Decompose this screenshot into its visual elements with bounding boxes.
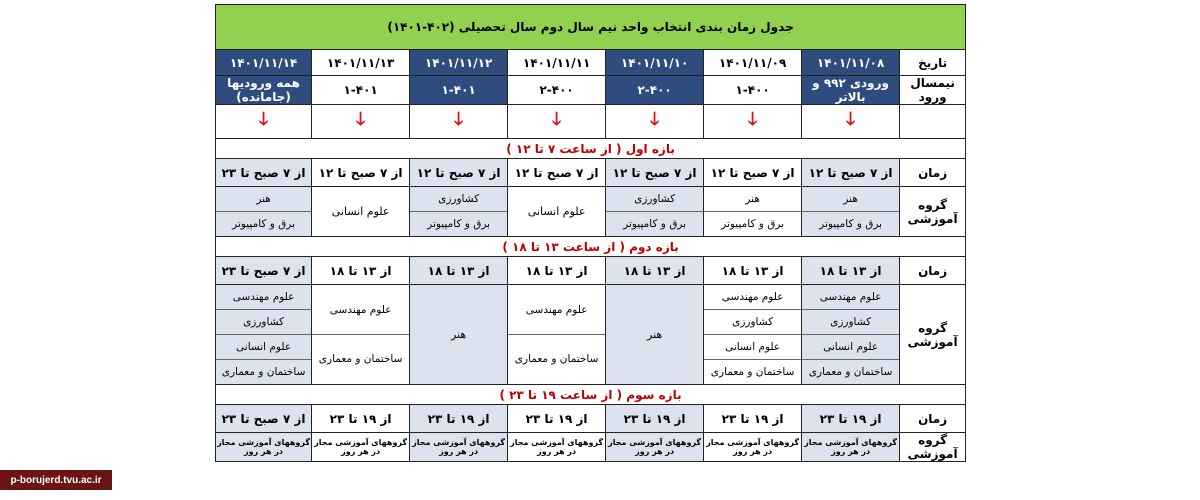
down-arrow-icon: 🡓 (355, 108, 366, 130)
group-item: علوم مهندسی (312, 286, 409, 335)
down-arrow-icon: 🡓 (747, 108, 758, 130)
time-label: زمان (900, 405, 966, 433)
semester-cell: ۱-۴۰۱ (312, 76, 410, 105)
semester-row (216, 76, 966, 105)
group-item: علوم مهندسی (802, 285, 899, 310)
time-cell: از ۱۳ تا ۱۸ (312, 257, 410, 285)
group-item: ساختمان و معماری (710, 366, 795, 378)
group-cell: علوم انسانی (508, 187, 606, 237)
semester-cell: ۱-۴۰۱ (410, 76, 508, 105)
site-url-badge[interactable]: p-borujerd.tvu.ac.ir (0, 470, 112, 490)
period-2-time-row (216, 257, 966, 285)
group-item: برق و کامپیوتر (427, 218, 491, 230)
group-item: کشاورزی (802, 310, 899, 335)
time-cell: از ۷ صبح تا ۲۳ (216, 159, 312, 187)
group-item: کشاورزی (704, 310, 801, 335)
group-item: کشاورزی (216, 310, 311, 335)
semester-label: نیمسال ورود (900, 76, 966, 105)
group-cell (704, 187, 802, 237)
group-cell: علوم انسانی (312, 187, 410, 237)
period-1-band (216, 139, 966, 159)
date-cell: ۱۴۰۱/۱۱/۰۹ (704, 50, 802, 76)
group-item: برق و کامپیوتر (623, 218, 687, 230)
period-2-band (216, 237, 966, 257)
group-note-cell: گروههای آموزشی مجاز در هر روز (704, 433, 802, 462)
group-item: علوم انسانی (216, 335, 311, 360)
schedule-table-wrapper (215, 4, 965, 462)
time-label: زمان (900, 159, 966, 187)
group-item: علوم مهندسی (216, 285, 311, 310)
schedule-table (215, 4, 966, 462)
group-label: گروه آموزشی (900, 187, 966, 237)
period-2-title: بازه دوم ( از ساعت ۱۳ تا ۱۸ ) (216, 237, 966, 257)
group-note-cell: گروههای آموزشی مجاز در هر روز (606, 433, 704, 462)
title-row (216, 5, 966, 50)
time-cell: از ۱۹ تا ۲۳ (802, 405, 900, 433)
group-item: ساختمان و معماری (318, 353, 403, 365)
group-item: ساختمان و معماری (808, 366, 893, 378)
group-item: برق و کامپیوتر (721, 218, 785, 230)
group-item: هنر (802, 187, 899, 212)
time-cell: از ۱۳ تا ۱۸ (508, 257, 606, 285)
period-1-group-row (216, 187, 966, 237)
down-arrow-icon: 🡓 (551, 108, 562, 130)
group-item: علوم مهندسی (704, 285, 801, 310)
semester-cell: ۲-۴۰۰ (606, 76, 704, 105)
semester-cell: همه ورودیها (جامانده) (216, 76, 312, 105)
time-cell: از ۱۹ تا ۲۳ (606, 405, 704, 433)
semester-cell: ورودی ۹۹۲ و بالاتر (802, 76, 900, 105)
group-note-cell: گروههای آموزشی مجاز در هر روز (216, 433, 312, 462)
period-3-group-row (216, 433, 966, 462)
time-cell: از ۱۳ تا ۱۸ (802, 257, 900, 285)
time-cell: از ۱۳ تا ۱۸ (704, 257, 802, 285)
time-cell: از ۷ صبح تا ۱۲ (802, 159, 900, 187)
down-arrow-icon: 🡓 (258, 108, 269, 130)
group-item: ساختمان و معماری (221, 366, 306, 378)
group-cell (508, 285, 606, 385)
group-cell (802, 285, 900, 385)
group-label: گروه آموزشی (900, 433, 966, 462)
group-item: کشاورزی (606, 187, 703, 212)
group-note-cell: گروههای آموزشی مجاز در هر روز (508, 433, 606, 462)
time-cell: از ۷ صبح تا ۱۲ (508, 159, 606, 187)
period-3-time-row (216, 405, 966, 433)
group-label: گروه آموزشی (900, 285, 966, 385)
group-cell (704, 285, 802, 385)
time-cell: از ۱۹ تا ۲۳ (508, 405, 606, 433)
group-cell (410, 187, 508, 237)
group-item: ساختمان و معماری (514, 353, 599, 365)
date-cell: ۱۴۰۱/۱۱/۱۳ (312, 50, 410, 76)
semester-cell: ۱-۴۰۰ (704, 76, 802, 105)
arrow-cell (802, 105, 900, 139)
date-cell: ۱۴۰۱/۱۱/۱۱ (508, 50, 606, 76)
period-1-time-row (216, 159, 966, 187)
time-cell: از ۷ صبح تا ۱۲ (704, 159, 802, 187)
group-item: برق و کامپیوتر (819, 218, 883, 230)
time-label: زمان (900, 257, 966, 285)
date-cell: ۱۴۰۱/۱۱/۱۴ (216, 50, 312, 76)
time-cell: از ۱۹ تا ۲۳ (704, 405, 802, 433)
time-cell: از ۱۳ تا ۱۸ (606, 257, 704, 285)
date-label: تاریخ (900, 50, 966, 76)
group-cell (802, 187, 900, 237)
group-note-cell: گروههای آموزشی مجاز در هر روز (410, 433, 508, 462)
arrow-cell (312, 105, 410, 139)
group-item: علوم انسانی (704, 335, 801, 360)
group-cell: هنر (410, 285, 508, 385)
down-arrow-icon: 🡓 (649, 108, 660, 130)
down-arrow-icon: 🡓 (453, 108, 464, 130)
semester-cell: ۲-۴۰۰ (508, 76, 606, 105)
group-cell (606, 187, 704, 237)
date-cell: ۱۴۰۱/۱۱/۱۰ (606, 50, 704, 76)
period-1-title: بازه اول ( از ساعت ۷ تا ۱۲ ) (216, 139, 966, 159)
arrow-cell (410, 105, 508, 139)
time-cell: از ۷ صبح تا ۲۳ (216, 257, 312, 285)
table-title: جدول زمان بندی انتخاب واحد نیم سال دوم سال تحصیلی (۴۰۲-۱۴۰۱) (216, 5, 966, 50)
time-cell: از ۱۹ تا ۲۳ (312, 405, 410, 433)
time-cell: از ۷ صبح تا ۲۳ (216, 405, 312, 433)
arrow-cell (216, 105, 312, 139)
group-cell (312, 285, 410, 385)
period-3-title: بازه سوم ( از ساعت ۱۹ تا ۲۳ ) (216, 385, 966, 405)
arrow-row (216, 105, 966, 139)
group-cell: هنر (606, 285, 704, 385)
time-cell: از ۱۳ تا ۱۸ (410, 257, 508, 285)
arrow-cell (704, 105, 802, 139)
group-item: هنر (216, 187, 311, 212)
time-cell: از ۷ صبح تا ۱۲ (606, 159, 704, 187)
group-item: برق و کامپیوتر (232, 218, 296, 230)
group-cell (216, 187, 312, 237)
arrow-cell (606, 105, 704, 139)
group-cell (216, 285, 312, 385)
date-row (216, 50, 966, 76)
period-2-group-row (216, 285, 966, 385)
down-arrow-icon: 🡓 (845, 108, 856, 130)
date-cell: ۱۴۰۱/۱۱/۰۸ (802, 50, 900, 76)
time-cell: از ۱۹ تا ۲۳ (410, 405, 508, 433)
time-cell: از ۷ صبح تا ۱۲ (312, 159, 410, 187)
group-item: علوم مهندسی (508, 286, 605, 335)
group-note-cell: گروههای آموزشی مجاز در هر روز (312, 433, 410, 462)
arrow-cell (508, 105, 606, 139)
date-cell: ۱۴۰۱/۱۱/۱۲ (410, 50, 508, 76)
group-item: علوم انسانی (802, 335, 899, 360)
time-cell: از ۷ صبح تا ۱۲ (410, 159, 508, 187)
group-item: هنر (704, 187, 801, 212)
period-3-band (216, 385, 966, 405)
group-item: کشاورزی (410, 187, 507, 212)
group-note-cell: گروههای آموزشی مجاز در هر روز (802, 433, 900, 462)
arrow-empty-cell (900, 105, 966, 139)
